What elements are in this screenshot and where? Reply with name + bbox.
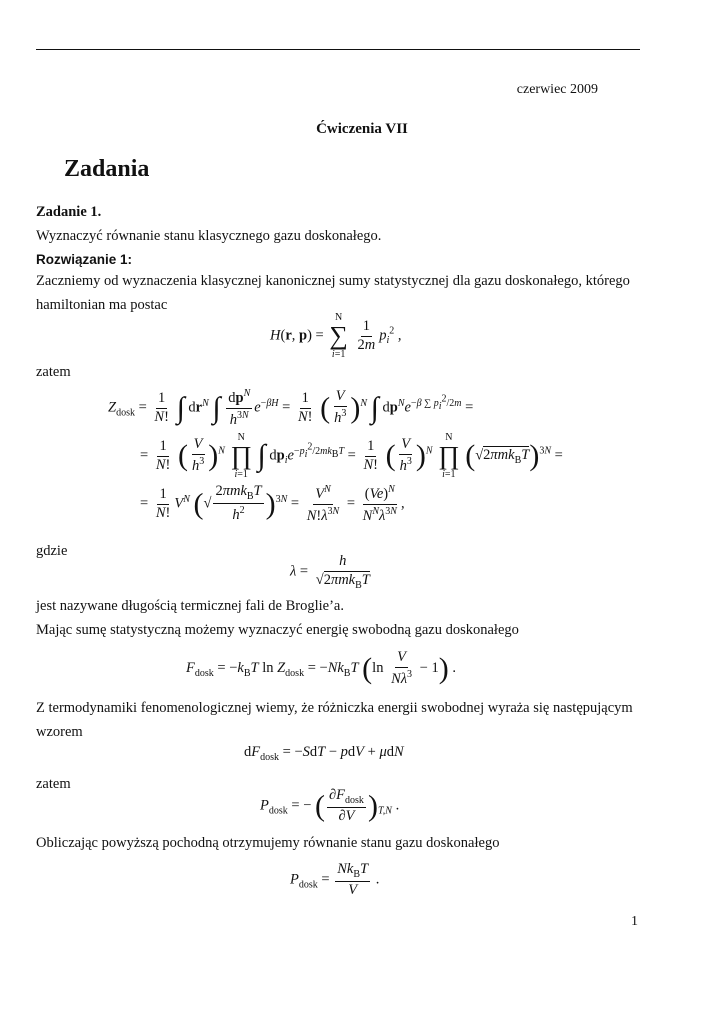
free-energy-equation: $F_{dosk} = -k_BT$ $\ln Z_{dosk} = -Nk_BT$ (ln $\frac{V}{N\lambda^3}$ − 1) . [186, 649, 456, 687]
partition-function-line1: $Z_{dosk}$ = $\frac{1}{N!}$ ∫ $dr^N$ ∫ $\frac{dp^N}{h^{3N}}$ $e^{-\beta H}$ = $\frac{1}{N!}$ ( $\frac{V}{h^3}$ )$^N$ ∫ $dp^Ne^{-\beta \sum p_i^2/2m}$ = [108, 388, 474, 428]
document-date: czerwiec 2009 [516, 82, 598, 97]
partition-function-line3: = $\frac{1}{N!}$ $V^N$ (√ $\frac{2\pi mk_BT}{h^2}$ )$^{3N}$ = $\frac{V^N}{N!\lambda^{3N}}$ = $\frac{(Ve)^N}{N^N\lambda^{3N}}$ , [140, 483, 405, 524]
partition-function-line2: = $\frac{1}{N!}$ ( $\frac{V}{h^3}$ )$^N$ N ∏ i=1 ∫ $dp_ie^{-p_i^2/2mk_BT}$ = $\frac{1}{N!}$ ( $\frac{V}{h^3}$ )$^N$ N ∏ i=1 $(√2\pi mk_BT)^{3N}$ = [140, 432, 563, 480]
equation-of-state: $P_{dosk}$ = $\frac{Nk_BT}{V}$ . [290, 861, 380, 898]
thermo-line1: Z termodynamiki fenomenologicznej wiemy, że różniczka energii swobodnej wyraża się następującym [36, 700, 633, 716]
solution-label: Rozwiązanie 1: [36, 252, 133, 267]
solution-intro-line2: hamiltonian ma postac [36, 297, 168, 313]
free-energy-intro: Mając sumę statystyczną możemy wyznaczyć energię swobodną gazu doskonałego [36, 622, 519, 638]
hamiltonian-equation: H(r, p) = N ∑ i=1 $\frac{1}{2m}$ $p_i^2$ , [270, 312, 402, 360]
page-number: 1 [631, 914, 638, 929]
thermo-line2: wzorem [36, 724, 83, 740]
final-intro: Obliczając powyższą pochodną otrzymujemy równanie stanu gazu doskonałego [36, 835, 500, 851]
problem-text: Wyznaczyć równanie stanu klasycznego gazu doskonałego. [36, 228, 382, 244]
solution-intro-line1: Zaczniemy od wyznaczenia klasycznej kanonicznej sumy statystycznej dla gazu doskonałego, którego [36, 273, 630, 289]
pressure-derivative-equation: $P_{dosk}$ = − ( $\frac{\partial F_{dosk}}{\partial V}$ )$_{T,N}$ . [260, 787, 400, 824]
zatem-1: zatem [36, 364, 71, 380]
lambda-equation: λ = $\frac{h}{√2\pi mk_BT}$ [290, 553, 370, 591]
gdzie: gdzie [36, 543, 68, 559]
zatem-2: zatem [36, 776, 71, 792]
course-title: Ćwiczenia VII [316, 121, 408, 137]
top-rule [36, 49, 640, 50]
debroglie-text: jest nazywane długością termicznej fali de Broglie’a. [36, 598, 344, 614]
differential-equation: $dF_{dosk} = -SdT$ − pdV + μdN [244, 744, 404, 763]
section-title: Zadania [64, 156, 150, 182]
problem-label: Zadanie 1. [36, 204, 102, 220]
